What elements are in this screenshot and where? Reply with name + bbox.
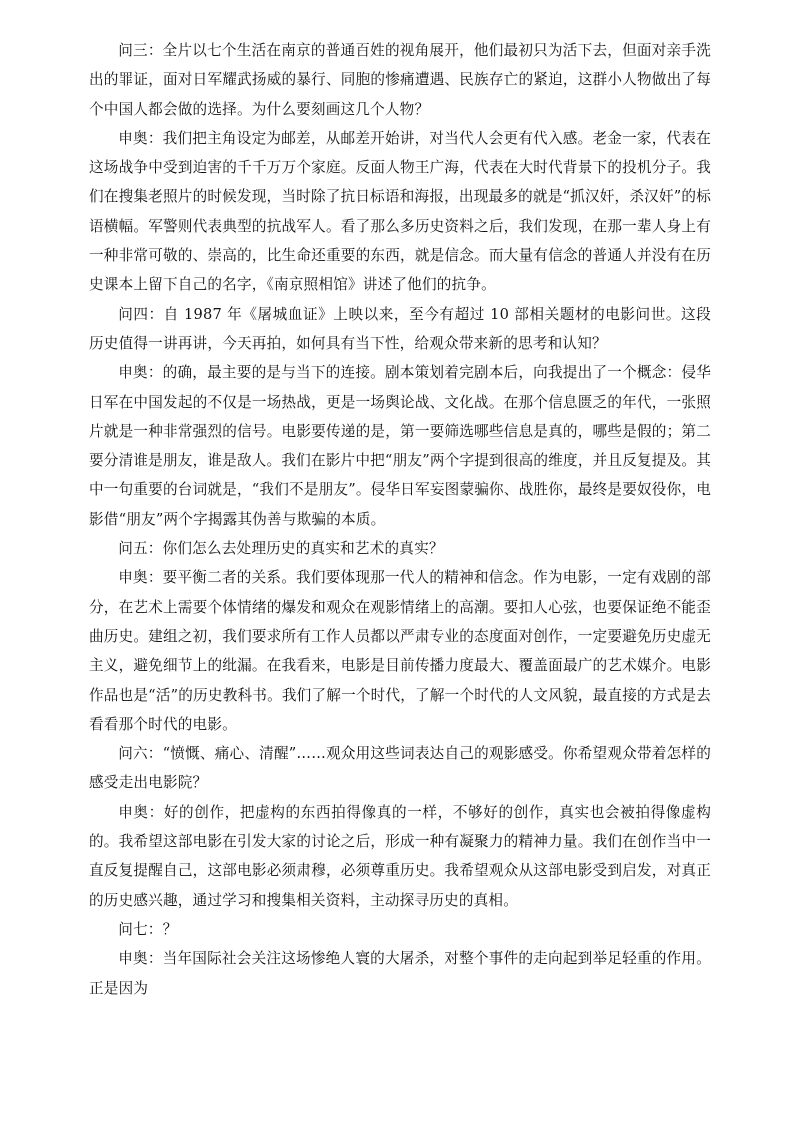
answer-5: 申奥：要平衡二者的关系。我们要体现那一代人的精神和信念。作为电影，一定有戏剧的部分，在艺术上需要个体情绪的爆发和观众在观影情绪上的高潮。要扣人心弦，也要保证绝不能歪曲历史。建组之初，我们要求所有工作人员都以严肃专业的态度面对创作，一定要避免历史虚无主义，避免细节上的纰漏。在我看来，电影是目前传播力度最大、覆盖面最广的艺术媒介。电影作品也是“活”的历史教科书。我们了解一个时代，了解一个时代的人文风貌，最直接的方式是去看看那个时代的电影。 (89, 569, 711, 733)
answer-7: 申奥：当年国际社会关注这场惨绝人寰的大屠杀，对整个事件的走向起到举足轻重的作用。正是因为 (89, 950, 711, 997)
answer-6: 申奥：好的创作，把虚构的东西拍得像真的一样，不够好的创作，真实也会被拍得像虚构的。我希望这部电影在引发大家的讨论之后，形成一种有凝聚力的精神力量。我们在创作当中一直反复提醒自己，这部电影必须肃穆，必须尊重历史。我希望观众从这部电影受到启发，对真正的历史感兴趣，通过学习和搜集相关资料，主动探寻历史的真相。 (89, 803, 711, 909)
question-5: 问五：你们怎么去处理历史的真实和艺术的真实？ (118, 540, 444, 558)
document-body (89, 36, 711, 1003)
answer-3: 申奥：我们把主角设定为邮差，从邮差开始讲，对当代人会更有代入感。老金一家，代表在这场战争中受到迫害的千千万万个家庭。反面人物王广海，代表在大时代背景下的投机分子。我们在搜集老照片的时候发现，当时除了抗日标语和海报，出现最多的就是“抓汉奸，杀汉奸”的标语横幅。军警则代表典型的抗战军人。看了那么多历史资料之后，我们发现，在那一辈人身上有一种非常可敬的、崇高的，比生命还重要的东西，就是信念。而大量有信念的普通人并没有在历史课本上留下自己的名字，《南京照相馆》讲述了他们的抗争。 (89, 129, 711, 294)
question-7: 问七：？ (118, 920, 178, 938)
question-4: 问四：自 1987 年《屠城血证》上映以来，至今有超过 10 部相关题材的电影问世。这段历史值得一讲再讲，今天再拍，如何具有当下性，给观众带来新的思考和认知？ (89, 305, 711, 352)
answer-4: 申奥：的确，最主要的是与当下的连接。剧本策划着完剧本后，向我提出了一个概念：侵华日军在中国发起的不仅是一场热战，更是一场舆论战、文化战。在那个信息匮乏的年代，一张照片就是一种非常强烈的信号。电影要传递的是，第一要筛选哪些信息是真的，哪些是假的；第二要分清谁是朋友，谁是敌人。我们在影片中把“朋友”两个字提到很高的维度，并且反复提及。其中一句重要的台词就是，“我们不是朋友”。侵华日军妄图蒙骗你、战胜你，最终是要奴役你，电影借“朋友”两个字揭露其伪善与欺骗的本质。 (89, 364, 711, 528)
question-3: 问三：全片以七个生活在南京的普通百姓的视角展开，他们最初只为活下去，但面对亲手洗出的罪证，面对日军耀武扬威的暴行、同胞的惨痛遭遇、民族存亡的紧迫，这群小人物做出了每个中国人都会做的选择。为什么要刻画这几个人物？ (89, 42, 711, 118)
question-6: 问六：“愤慨、痛心、清醒”……观众用这些词表达自己的观影感受。你希望观众带着怎样的感受走出电影院？ (89, 745, 711, 792)
